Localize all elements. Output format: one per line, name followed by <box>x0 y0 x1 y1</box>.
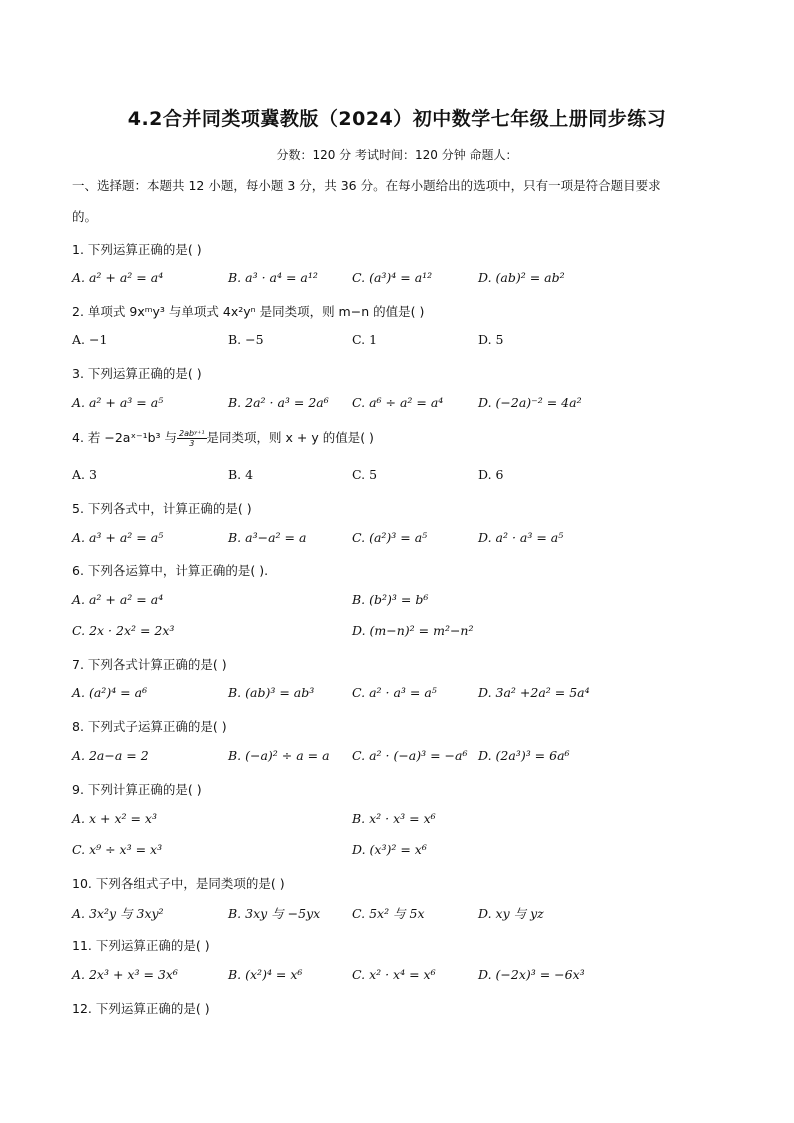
q3-option-c[interactable]: C. a⁶ ÷ a² = a⁴ <box>352 395 444 410</box>
q2-option-d[interactable]: D. 5 <box>478 332 504 347</box>
section-instructions <box>72 170 732 232</box>
q5-option-a[interactable]: A. a³ + a² = a⁵ <box>72 530 164 545</box>
q7-option-c[interactable]: C. a² · a³ = a⁵ <box>352 685 437 700</box>
question-4 <box>72 428 374 448</box>
q4-option-a[interactable]: A. 3 <box>72 467 97 482</box>
q4-option-b[interactable]: B. 4 <box>228 467 254 482</box>
q10-option-b[interactable]: B. 3xy 与 −5yx <box>228 906 321 921</box>
q6-option-c[interactable]: C. 2x · 2x² = 2x³ <box>72 623 175 638</box>
q4-fraction <box>177 429 206 448</box>
q6-option-a[interactable]: A. a² + a² = a⁴ <box>72 592 164 607</box>
q9-option-b[interactable]: B. x² · x³ = x⁶ <box>352 811 436 826</box>
q7-option-b[interactable]: B. (ab)³ = ab³ <box>228 685 315 700</box>
question-7: 7. 下列各式计算正确的是( ) <box>72 657 227 672</box>
section-line-2: 的。 <box>72 209 98 224</box>
q1-option-c[interactable]: C. (a³)⁴ = a¹² <box>352 270 433 285</box>
question-3: 3. 下列运算正确的是( ) <box>72 366 202 381</box>
q11-option-d[interactable]: D. (−2x)³ = −6x³ <box>478 967 585 982</box>
q7-option-d[interactable]: D. 3a² +2a² = 5a⁴ <box>478 685 590 700</box>
q6-option-d[interactable]: D. (m−n)² = m²−n² <box>352 623 474 638</box>
question-12: 12. 下列运算正确的是( ) <box>72 1001 210 1016</box>
question-11: 11. 下列运算正确的是( ) <box>72 938 210 953</box>
q6-option-b[interactable]: B. (b²)³ = b⁶ <box>352 592 429 607</box>
q5-option-b[interactable]: B. a³−a² = a <box>228 530 307 545</box>
q1-option-a[interactable]: A. a² + a² = a⁴ <box>72 270 164 285</box>
q5-option-d[interactable]: D. a² · a³ = a⁵ <box>478 530 564 545</box>
question-1: 1. 下列运算正确的是( ) <box>72 242 202 257</box>
q11-option-b[interactable]: B. (x²)⁴ = x⁶ <box>228 967 303 982</box>
q2-option-a[interactable]: A. −1 <box>72 332 108 347</box>
question-2: 2. 单项式 9xᵐy³ 与单项式 4x²yⁿ 是同类项，则 m−n 的值是( ) <box>72 304 425 319</box>
q4-fraction-denominator: 3 <box>189 439 195 448</box>
section-line-1: 一、选择题：本题共 12 小题，每小题 3 分，共 36 分。在每小题给出的选项中，只有一项是符合题目要求 <box>72 178 661 193</box>
q9-option-a[interactable]: A. x + x² = x³ <box>72 811 157 826</box>
q10-option-a[interactable]: A. 3x²y 与 3xy² <box>72 906 164 921</box>
q4-stem-suffix: 是同类项，则 x + y 的值是( ) <box>206 430 374 445</box>
q1-option-d[interactable]: D. (ab)² = ab² <box>478 270 565 285</box>
q5-option-c[interactable]: C. (a²)³ = a⁵ <box>352 530 428 545</box>
exam-info: 分数：120 分 考试时间：120 分钟 命题人： <box>276 148 518 162</box>
q8-option-d[interactable]: D. (2a³)³ = 6a⁶ <box>478 748 570 763</box>
q8-option-c[interactable]: C. a² · (−a)³ = −a⁶ <box>352 748 468 763</box>
q4-option-c[interactable]: C. 5 <box>352 467 378 482</box>
q1-option-b[interactable]: B. a³ · a⁴ = a¹² <box>228 270 318 285</box>
q11-option-c[interactable]: C. x² · x⁴ = x⁶ <box>352 967 436 982</box>
q3-option-a[interactable]: A. a² + a³ = a⁵ <box>72 395 164 410</box>
q11-option-a[interactable]: A. 2x³ + x³ = 3x⁶ <box>72 967 178 982</box>
question-8: 8. 下列式子运算正确的是( ) <box>72 719 227 734</box>
question-5: 5. 下列各式中，计算正确的是( ) <box>72 501 252 516</box>
q10-option-d[interactable]: D. xy 与 yz <box>478 906 544 921</box>
q3-option-b[interactable]: B. 2a² · a³ = 2a⁶ <box>228 395 329 410</box>
q8-option-b[interactable]: B. (−a)² ÷ a = a <box>228 748 330 763</box>
q4-fraction-numerator: 2abʸ⁺¹ <box>179 429 205 438</box>
q9-option-d[interactable]: D. (x³)² = x⁶ <box>352 842 427 857</box>
q8-option-a[interactable]: A. 2a−a = 2 <box>72 748 149 763</box>
q4-option-d[interactable]: D. 6 <box>478 467 504 482</box>
q10-option-c[interactable]: C. 5x² 与 5x <box>352 906 425 921</box>
q2-option-c[interactable]: C. 1 <box>352 332 378 347</box>
question-9: 9. 下列计算正确的是( ) <box>72 782 202 797</box>
q4-stem-prefix: 4. 若 −2aˣ⁻¹b³ 与 <box>72 430 178 445</box>
question-10: 10. 下列各组式子中，是同类项的是( ) <box>72 876 285 891</box>
q7-option-a[interactable]: A. (a²)⁴ = a⁶ <box>72 685 148 700</box>
q9-option-c[interactable]: C. x⁹ ÷ x³ = x³ <box>72 842 163 857</box>
page-title: 4.2合并同类项冀教版（2024）初中数学七年级上册同步练习 <box>127 108 667 130</box>
question-6: 6. 下列各运算中，计算正确的是( ). <box>72 563 269 578</box>
q3-option-d[interactable]: D. (−2a)⁻² = 4a² <box>478 395 582 410</box>
q2-option-b[interactable]: B. −5 <box>228 332 264 347</box>
